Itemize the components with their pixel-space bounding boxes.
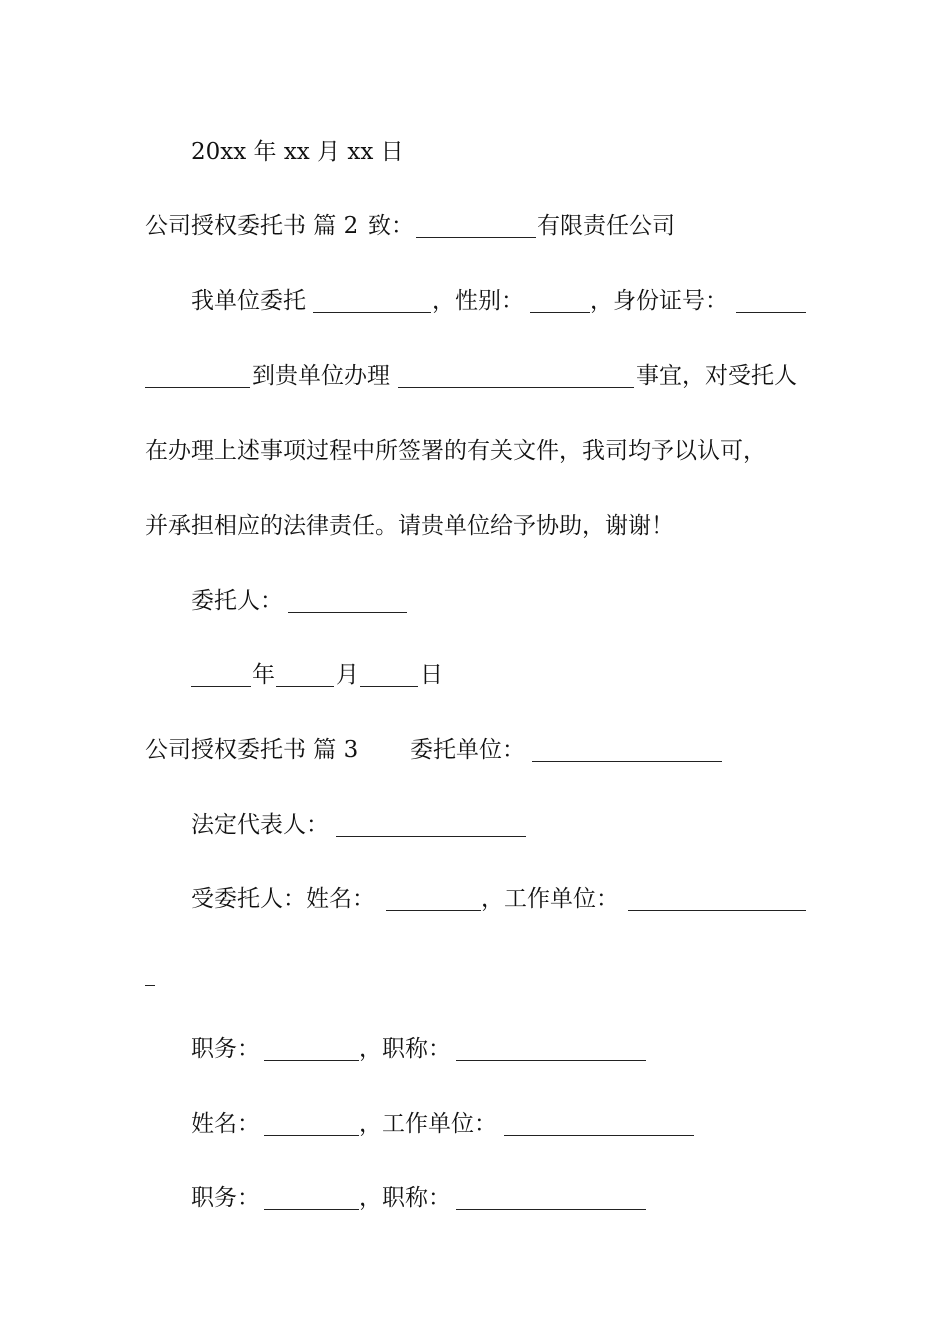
day-blank[interactable] [360,686,418,687]
para-a2: ，性别： [432,288,524,314]
para-line-d [0,506,950,546]
title-blank-2[interactable] [456,1209,646,1210]
month-blank[interactable] [276,686,334,687]
name-line-2 [0,1104,950,1144]
to-suffix: 有限责任公司 [537,213,675,239]
section2-heading-line [0,206,950,246]
day-label: 日 [420,662,443,688]
agent-name-blank[interactable] [313,312,431,313]
para-a3: ，身份证号： [590,288,728,314]
principal-line [0,581,950,621]
month-label: 月 [336,662,359,688]
year-label: 年 [252,662,275,688]
title-label-1: ，职称： [359,1036,451,1062]
trustee-line [0,879,950,919]
duty-blank-2[interactable] [264,1209,359,1210]
company-blank[interactable] [416,237,536,238]
matter-blank[interactable] [398,387,634,388]
work-unit-label-2: ，工作单位： [359,1111,497,1137]
year-blank[interactable] [191,686,251,687]
principal-label: 委托人： [191,588,283,614]
para-line-c [0,431,950,471]
wrap-line [0,954,950,994]
unit-blank[interactable] [532,761,722,762]
section3-heading: 公司授权委托书 篇 3 [145,737,359,763]
date-text: 20xx 年 xx 月 xx 日 [191,139,404,165]
unit-label: 委托单位： [410,737,525,763]
section3-heading-line [0,730,950,770]
work-unit-blank-1[interactable] [628,910,806,911]
duty-label-2: 职务： [191,1185,260,1211]
work-unit-label-1: ，工作单位： [481,886,619,912]
title-label-2: ，职称： [359,1185,451,1211]
blank-date-line [0,655,950,695]
name-blank-2[interactable] [264,1135,359,1136]
gender-blank[interactable] [530,312,590,313]
work-unit-blank-2[interactable] [504,1135,694,1136]
id-number-blank-2[interactable] [145,387,250,388]
section2-heading: 公司授权委托书 篇 2 [145,213,359,239]
para-line-a [0,281,950,321]
para-c: 在办理上述事项过程中所签署的有关文件，我司均予以认可， [145,438,766,464]
name-label-2: 姓名： [191,1111,260,1137]
to-prefix: 致： [368,213,414,239]
duty-line-1 [0,1029,950,1069]
para-a1: 我单位委托 [191,288,306,314]
id-number-blank-1[interactable] [736,312,806,313]
trustee-name-blank[interactable] [386,910,481,911]
para-d: 并承担相应的法律责任。请贵单位给予协助，谢谢！ [145,513,674,539]
para-b1: 到贵单位办理 [252,363,390,389]
para-line-b [0,356,950,396]
work-unit-blank-1-wrap[interactable] [145,985,155,986]
para-b2: 事宜，对受托人 [636,363,797,389]
principal-blank[interactable] [288,612,407,613]
duty-blank-1[interactable] [264,1060,359,1061]
legal-rep-line [0,805,950,845]
date-line [0,132,950,172]
legal-rep-label: 法定代表人： [191,812,329,838]
legal-rep-blank[interactable] [336,836,526,837]
title-blank-1[interactable] [456,1060,646,1061]
duty-label-1: 职务： [191,1036,260,1062]
trustee-prefix: 受委托人：姓名： [191,886,375,912]
duty-line-2 [0,1178,950,1218]
